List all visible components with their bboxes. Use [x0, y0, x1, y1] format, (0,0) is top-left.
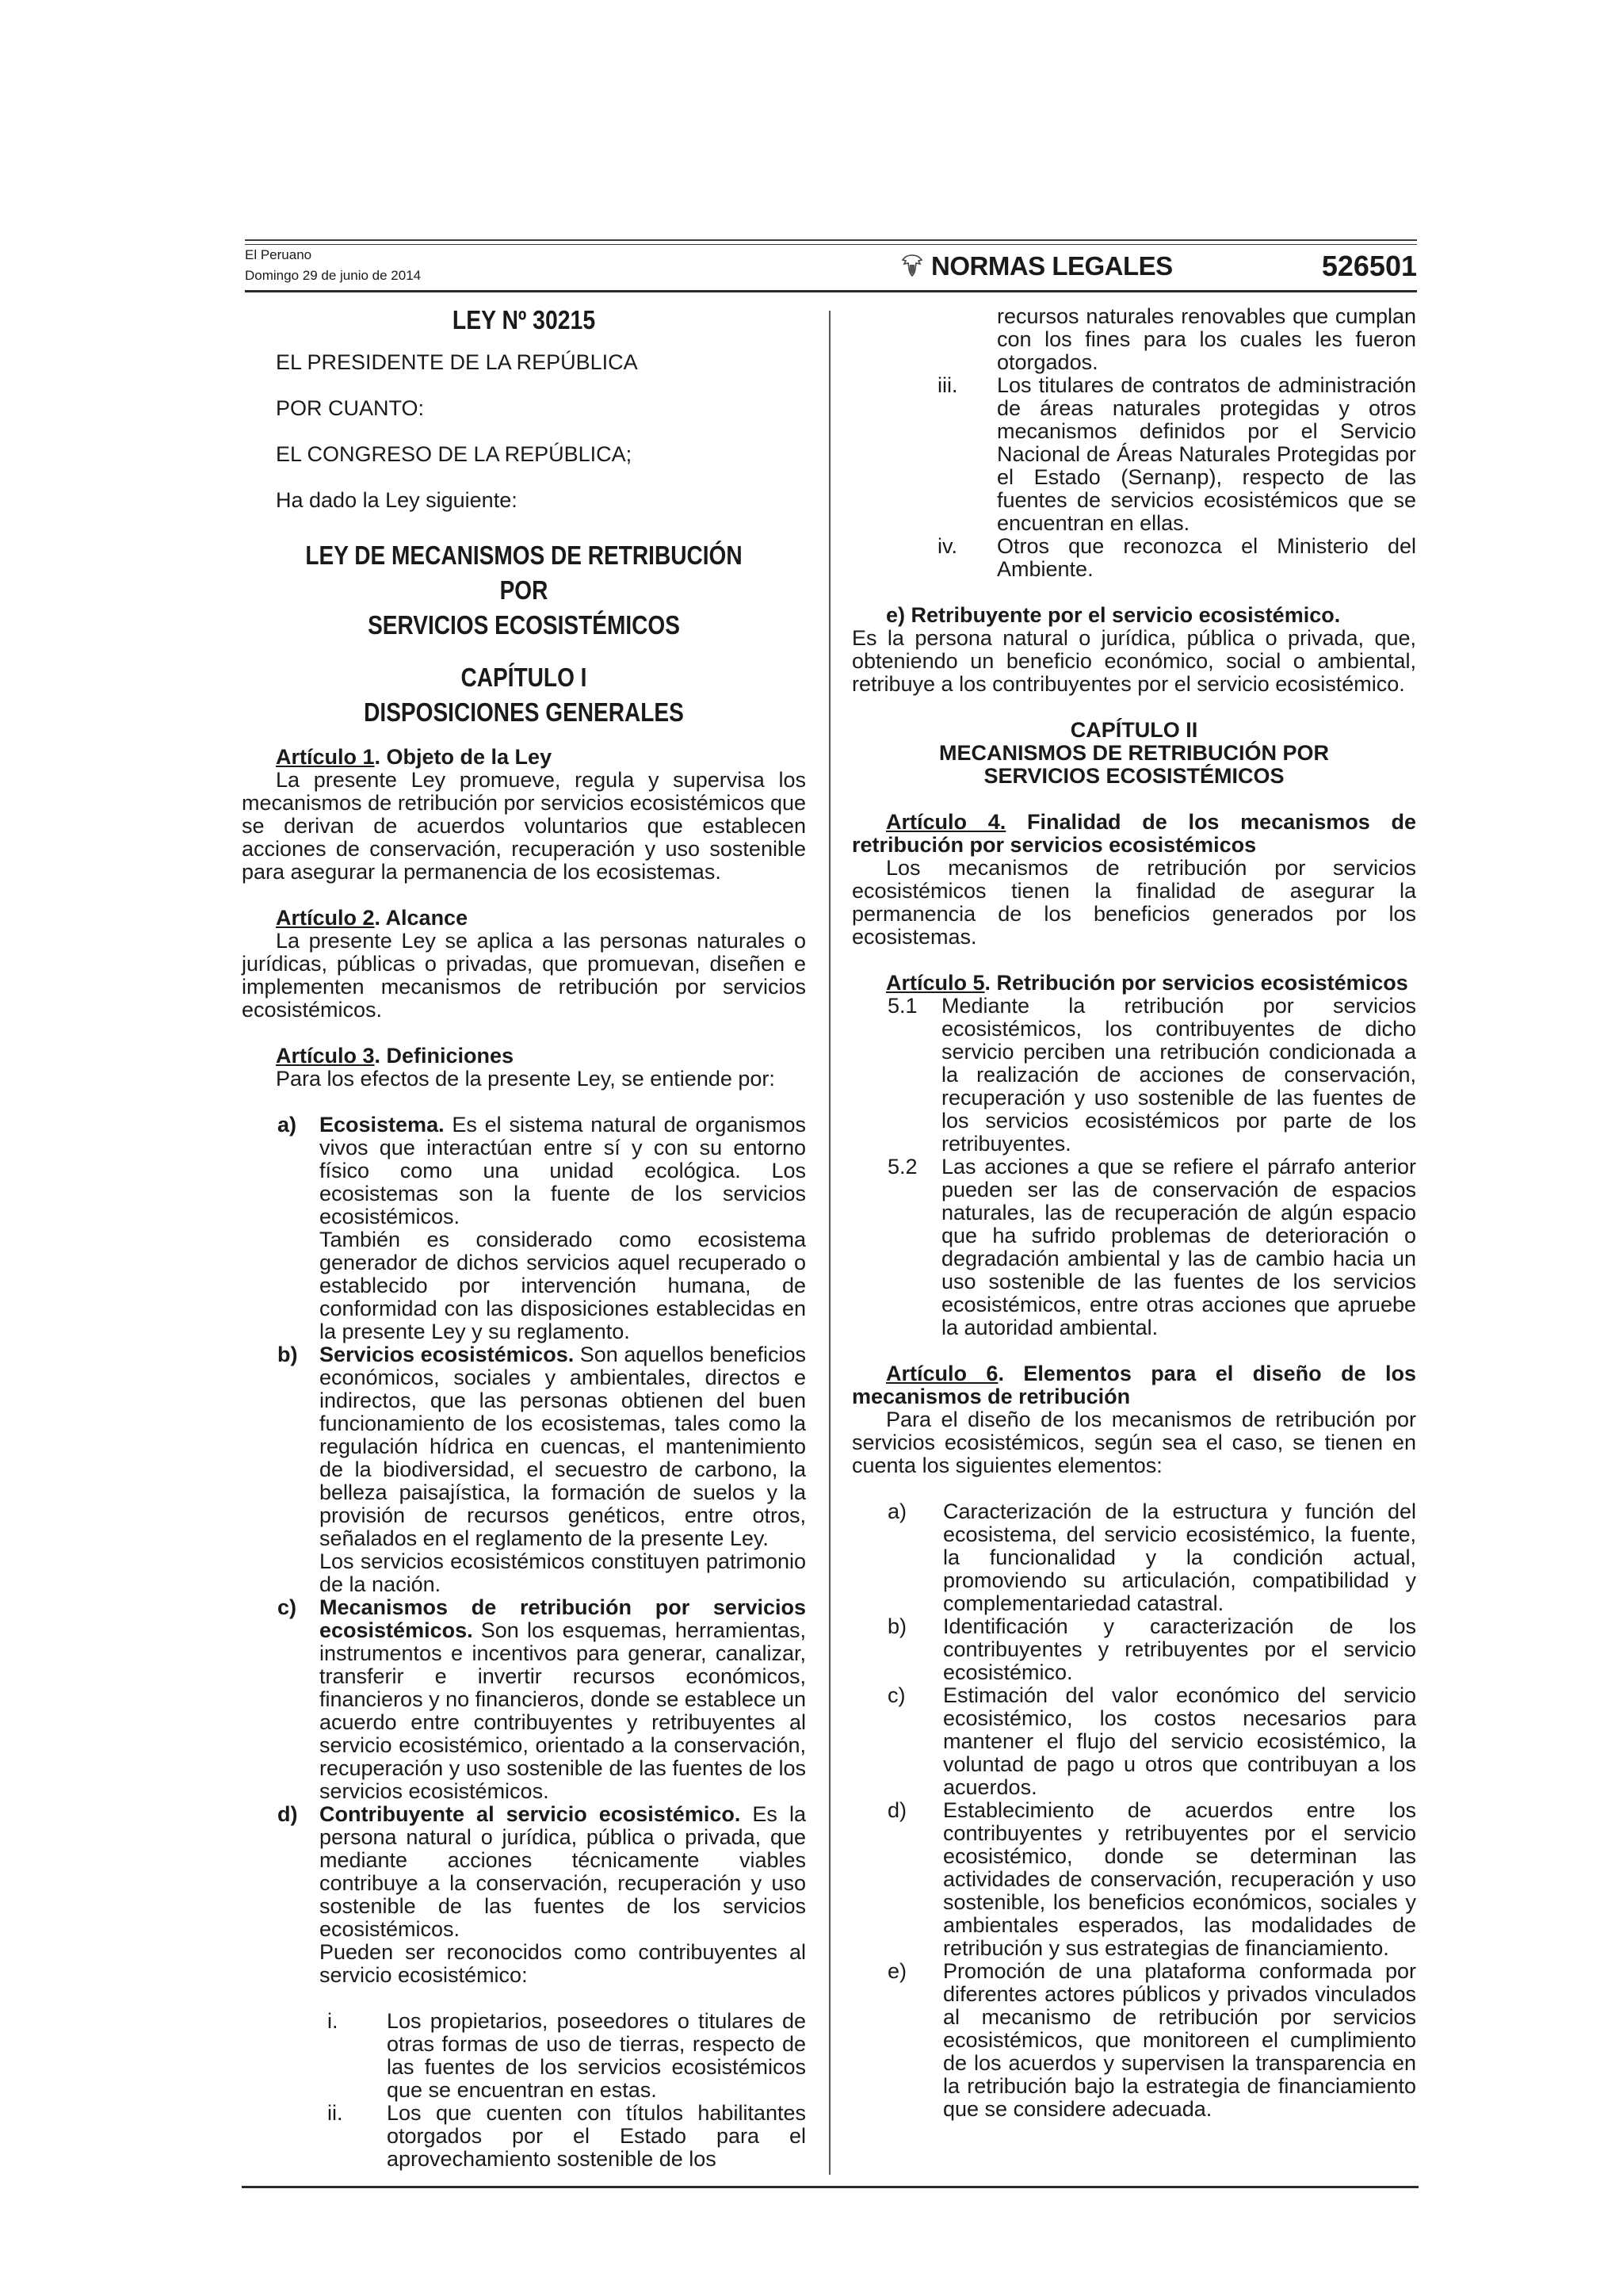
definition-d [242, 1803, 806, 1987]
definition-body: Es el sistema natural de organismos vivos que interactúan entre sí y con su entorno físico como una unidad ecológica. Los ecosistemas son la fuente de los servicios ecosistémicos. [319, 1113, 806, 1228]
definition-text-2: Los servicios ecosistémicos constituyen patrimonio de la nación. [319, 1549, 806, 1596]
definition-c [242, 1596, 806, 1803]
left-column [242, 305, 806, 2171]
definition-b [242, 1343, 806, 1596]
law-title [284, 538, 763, 643]
item-label: i. [327, 2009, 338, 2033]
article-6-intro: Para el diseño de los mecanismos de retribución por servicios ecosistémicos, según sea el caso, se tienen en cuenta los siguientes elementos: [852, 1408, 1416, 1477]
definition-text [319, 1114, 806, 1228]
article-2-text: La presente Ley se aplica a las personas naturales o jurídicas, públicas o privadas, que promuevan, diseñen e implementen mecanismos de retribución por servicios ecosistémicos. [242, 929, 806, 1022]
chapter-2-heading [852, 719, 1416, 788]
definition-text-2: Pueden ser reconocidos como contribuyentes al servicio ecosistémico: [319, 1940, 806, 1987]
por-cuanto-line: POR CUANTO: [276, 396, 425, 420]
element-c [852, 1684, 1416, 1799]
contributor-item-i [242, 2010, 806, 2102]
article-4-heading [852, 811, 1416, 857]
coat-of-arms-icon [899, 254, 925, 277]
chapter-1-number: CAPÍTULO I [460, 663, 587, 692]
element-label: a) [888, 1499, 907, 1523]
article-1-title: . Objeto de la Ley [374, 745, 552, 769]
congreso-line: EL CONGRESO DE LA REPÚBLICA; [276, 442, 632, 466]
definition-e-text: Es la persona natural o jurídica, pública o privada, que, obteniendo un beneficio económico, social o ambiental, retribuye a los contribuyentes por el servicio ecosistémico. [852, 626, 1416, 696]
law-title-line2: SERVICIOS ECOSISTÉMICOS [368, 610, 680, 640]
article-5-heading [852, 972, 1416, 995]
article-2-label: Artículo 2 [276, 906, 375, 930]
chapter-2-title-line1: MECANISMOS DE RETRIBUCIÓN POR [938, 741, 1330, 765]
contributor-item-iii [852, 374, 1416, 535]
definition-term: Ecosistema. [319, 1113, 445, 1137]
right-column [852, 305, 1416, 2121]
ha-dado-line: Ha dado la Ley siguiente: [276, 488, 517, 512]
article-1-label: Artículo 1 [276, 745, 375, 769]
header-rule [245, 239, 1417, 241]
element-b [852, 1615, 1416, 1684]
definition-term: Contribuyente al servicio ecosistémico. [319, 1802, 741, 1826]
page-number: 526501 [1321, 250, 1417, 282]
definition-label: b) [277, 1343, 298, 1366]
article-2-heading [242, 907, 806, 930]
item-label: ii. [327, 2101, 343, 2125]
element-a [852, 1500, 1416, 1615]
definition-term: e) Retribuyente por el servicio ecosistémico. [886, 603, 1341, 627]
definition-term: Servicios ecosistémicos. [319, 1343, 575, 1366]
item-text: Los titulares de contratos de administración de áreas naturales protegidas y otros mecanismos definidos por el Servicio Nacional de Áreas Naturales Protegidas por el Estado (Sernanp), respecto de las fuentes de servicios ecosistémicos que se encuentran en ellas. [997, 373, 1416, 535]
column-divider [829, 311, 831, 2175]
publication-date: Domingo 29 de junio de 2014 [245, 268, 422, 283]
element-label: e) [888, 1959, 907, 1983]
point-text: Mediante la retribución por servicios ecosistémicos, los contribuyentes de dicho servicio perciben una retribución condicionada a la realización de acciones de conservación, recuperación y uso sostenible de las fuentes de los servicios ecosistémicos por parte de los retribuyentes. [941, 994, 1416, 1156]
point-text: Las acciones a que se refiere el párrafo anterior pueden ser las de conservación de espacios naturales, las de recuperación de algún espacio que ha sufrido problemas de deterioración o degradación ambiental y las de cambio hacia un uso sostenible de las fuentes de los servicios ecosistémicos, entre otras acciones que apruebe la autoridad ambiental. [941, 1155, 1416, 1339]
definition-label: c) [277, 1595, 297, 1619]
definition-label: d) [277, 1802, 298, 1826]
point-label: 5.2 [888, 1155, 918, 1179]
presidente-line: EL PRESIDENTE DE LA REPÚBLICA [276, 350, 638, 374]
item-text: Los que cuenten con títulos habilitantes otorgados por el Estado para el aprovechamiento sostenible de los [387, 2101, 806, 2171]
element-e [852, 1960, 1416, 2121]
element-label: d) [888, 1798, 907, 1822]
article-2-title: . Alcance [374, 906, 468, 930]
element-text: Identificación y caracterización de los contribuyentes y retribuyentes por el servicio ecosistémico. [943, 1614, 1416, 1684]
contributor-item-ii [242, 2102, 806, 2171]
footer-rule [242, 2186, 1419, 2188]
definition-a [242, 1114, 806, 1343]
header-rule [245, 244, 1417, 245]
definition-text [319, 1343, 806, 1550]
item-label: iv. [938, 534, 957, 558]
element-label: c) [888, 1683, 906, 1707]
law-title-line1: LEY DE MECANISMOS DE RETRIBUCIÓN POR [305, 541, 743, 605]
article-6-heading [852, 1362, 1416, 1408]
header-rule [245, 290, 1417, 292]
item-text: recursos naturales renovables que cumplan con los fines para los cuales les fueron otorgados. [997, 304, 1416, 374]
item-label: iii. [938, 373, 958, 397]
item-text: Los propietarios, poseedores o titulares de otras formas de uso de tierras, respecto de las fuentes de los servicios ecosistémicos que se encuentran en estas. [387, 2009, 806, 2102]
definition-text [319, 1803, 806, 1941]
element-text: Promoción de una plataforma conformada por diferentes actores públicos y privados vinculados al mecanismo de retribución por servicios ecosistémicos, que monitoreen el cumplimiento de los acuerdos y supervisen la transparencia en la retribución bajo la estrategia de financiamiento que se considere adecuada. [943, 1959, 1416, 2121]
law-number: LEY Nº 30215 [452, 305, 596, 334]
definition-term: Mecanismos de retribución por servicios ecosistémicos. [319, 1595, 806, 1642]
article-1-text: La presente Ley promueve, regula y supervisa los mecanismos de retribución por servicios ecosistémicos que se derivan de acuerdos voluntarios que establecen acciones de conservación, recuperación y uso sostenible para asegurar la permanencia de los ecosistemas. [242, 768, 806, 884]
point-label: 5.1 [888, 994, 918, 1018]
definition-e [852, 604, 1416, 627]
article-1-heading [242, 746, 806, 769]
element-text: Estimación del valor económico del servicio ecosistémico, los costos necesarios para mantener el flujo del servicio ecosistémico, la voluntad de pago u otros que contribuyan a los acuerdos. [943, 1683, 1416, 1799]
definition-text-2: También es considerado como ecosistema generador de dichos servicios aquel recuperado o establecido por intervención humana, de conformidad con las disposiciones establecidas en la presente Ley y su reglamento. [319, 1228, 806, 1343]
chapter-1-heading [284, 660, 763, 730]
definition-body: Son aquellos beneficios económicos, sociales y ambientales, directos e indirectos, que las personas obtienen del buen funcionamiento de los ecosistemas, tales como la regulación hídrica en cuencas, el mantenimiento de la biodiversidad, el secuestro de carbono, la belleza paisajística, la formación de suelos y la provisión de recursos genéticos, entre otros, señalados en el reglamento de la presente Ley. [319, 1343, 807, 1550]
article-5-title: . Retribución por servicios ecosistémicos [984, 971, 1408, 995]
contributor-item-ii-continued [852, 305, 1416, 374]
element-label: b) [888, 1614, 907, 1638]
article-4-title: Finalidad de los mecanismos de retribución por servicios ecosistémicos [852, 810, 1416, 857]
article-4-label: Artículo 4. [886, 810, 1006, 834]
item-text: Otros que reconozca el Ministerio del Ambiente. [997, 534, 1416, 581]
article-5-point-2 [852, 1156, 1416, 1339]
article-6-label: Artículo 6 [886, 1362, 999, 1385]
article-3-label: Artículo 3 [276, 1044, 375, 1068]
definition-label: a) [277, 1113, 297, 1137]
chapter-2-title-line2: SERVICIOS ECOSISTÉMICOS [983, 764, 1285, 788]
element-text: Establecimiento de acuerdos entre los contribuyentes y retribuyentes por el servicio ecosistémico, donde se determinan las actividades de conservación, recuperación y uso sostenible, los beneficios económicos, sociales y ambientales esperados, las modalidades de retribución y sus estrategias de financiamiento. [943, 1798, 1416, 1960]
article-5-point-1 [852, 995, 1416, 1156]
chapter-2-number: CAPÍTULO II [1070, 718, 1198, 742]
article-6-title: . Elementos para el diseño de los mecanismos de retribución [852, 1362, 1416, 1408]
article-3-intro: Para los efectos de la presente Ley, se entiende por: [276, 1067, 775, 1091]
article-4-text: Los mecanismos de retribución por servicios ecosistémicos tienen la finalidad de asegurar la permanencia de los beneficios generados por los ecosistemas. [852, 856, 1416, 949]
chapter-1-title: DISPOSICIONES GENERALES [364, 697, 684, 727]
article-3-heading [242, 1045, 806, 1068]
element-text: Caracterización de la estructura y función del ecosistema, del servicio ecosistémico, la fuente, la funcionalidad y la condición actual, promoviendo su articulación, compatibilidad y complementariedad catastral. [943, 1499, 1416, 1615]
publication-name: El Peruano [245, 247, 312, 262]
definition-text [319, 1596, 806, 1803]
article-3-title: . Definiciones [374, 1044, 514, 1068]
definition-body: Es la persona natural o jurídica, pública o privada, que mediante acciones técnicamente viables contribuye a la conservación, recuperación y uso sostenible de las fuentes de los servicios ecosistémicos. [319, 1802, 806, 1941]
page-header [245, 239, 1417, 303]
article-5-label: Artículo 5 [886, 971, 985, 995]
element-d [852, 1799, 1416, 1960]
brand-title: NORMAS LEGALES [931, 251, 1173, 281]
contributor-item-iv [852, 535, 1416, 581]
definition-body: Son los esquemas, herramientas, instrumentos e incentivos para generar, canalizar, transferir e invertir recursos económicos, financieros y no financieros, donde se establece un acuerdo entre contribuyentes y retribuyentes al servicio ecosistémico, orientado a la conservación, recuperación y uso sostenible de las fuentes de los servicios ecosistémicos. [319, 1618, 806, 1803]
